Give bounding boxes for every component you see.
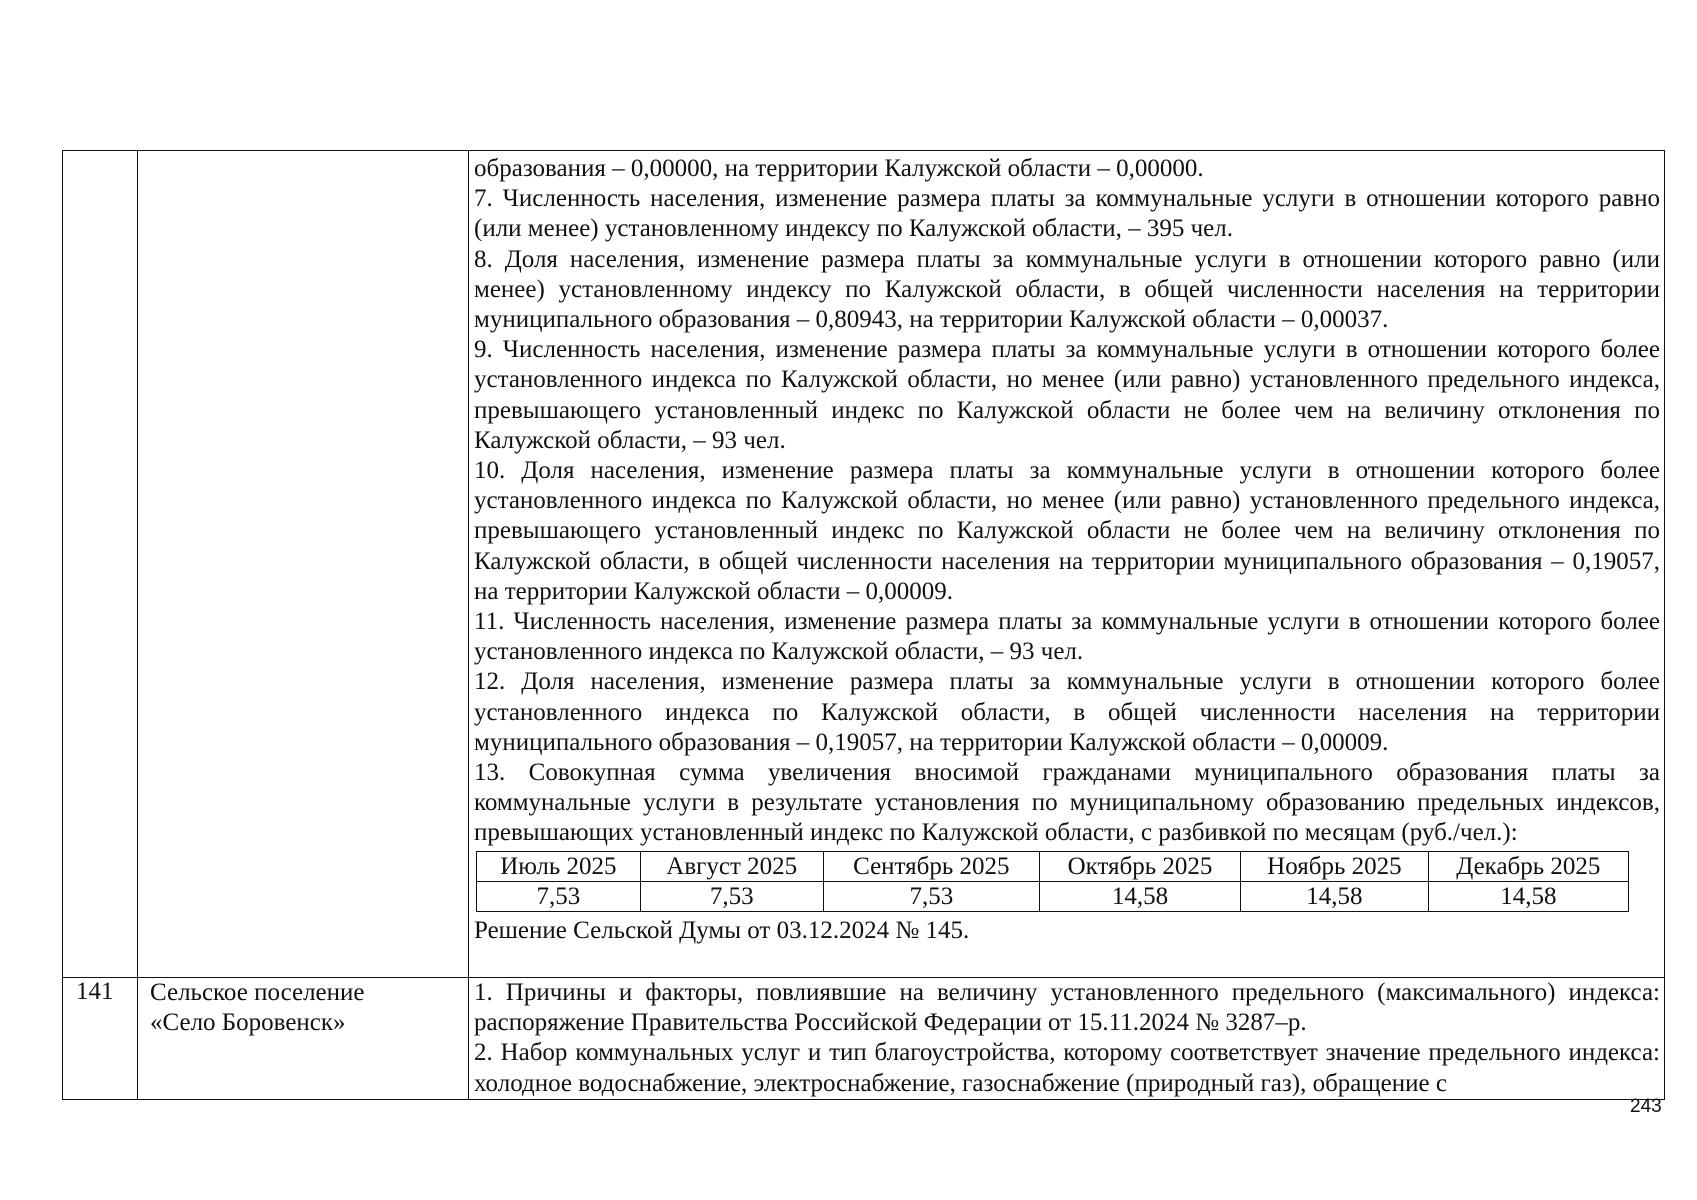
decision-line: Решение Сельской Думы от 03.12.2024 № 145. [474,916,970,944]
settlement-name [150,978,460,1038]
months-header-row [477,851,1629,881]
month-value: 14,58 [1428,881,1628,911]
month-value: 14,58 [1241,881,1429,911]
column-divider-1 [137,151,138,1099]
settlement-name-line-2: «Село Боровенск» [150,1009,346,1036]
month-header: Ноябрь 2025 [1241,851,1429,881]
month-header: Октябрь 2025 [1039,851,1240,881]
month-value: 7,53 [477,881,641,911]
month-header: Июль 2025 [477,851,641,881]
row-number: 141 [76,978,114,1005]
months-value-row [477,881,1629,911]
month-value: 7,53 [640,881,823,911]
row-141-text [474,978,1660,1099]
month-header: Август 2025 [640,851,823,881]
paragraph-continuation: образования – 0,00000, на территории Калужской области – 0,00000. [474,155,1204,182]
paragraph-11: 11. Численность населения, изменение размера платы за коммунальные услуги в отношении которого более установленного индекса по Калужской области, – 93 чел. [474,608,1660,666]
month-header: Сентябрь 2025 [823,851,1039,881]
paragraph-13: 13. Совокупная сумма увеличения вносимой гражданами муниципального образования платы за коммунальные услуги в результате установления по муниципальному образованию предельных индексов, превышающих установленный индекс по Калужской области, с разбивкой по месяцам (руб./чел.): [474,759,1660,847]
column-divider-2 [468,151,469,1099]
page-number: 243 [1630,1096,1662,1117]
month-value: 7,53 [823,881,1039,911]
monthly-increase-table [476,851,1629,912]
paragraph-2: 2. Набор коммунальных услуг и тип благоустройства, которому соответствует значение предельного индекса: холодное водоснабжение, электроснабжение, газоснабжение (природный газ), обращение с [474,1039,1660,1097]
previous-entry-text [474,154,1660,946]
month-header: Декабрь 2025 [1428,851,1628,881]
month-value: 14,58 [1039,881,1240,911]
paragraph-1: 1. Причины и факторы, повлиявшие на величину установленного предельного (максимального) индекса: распоряжение Правительства Российской Федерации от 15.11.2024 № 3287–р. [474,979,1660,1037]
paragraph-12: 12. Доля населения, изменение размера платы за коммунальные услуги в отношении которого более установленного индекса по Калужской области, в общей численности населения на территории муниципального образования – 0,19057, на территории Калужской области – 0,00009. [474,668,1660,756]
paragraph-10: 10. Доля населения, изменение размера платы за коммунальные услуги в отношении которого более установленного индекса по Калужской области, но менее (или равно) установленного предельного индекса, превышающего установленный индекс по Калужской области не более чем на величину отклонения по Калужской области, в общей численности населения на территории муниципального образования – 0,19057, на территории Калужской области – 0,00009. [474,457,1660,605]
paragraph-7: 7. Численность населения, изменение размера платы за коммунальные услуги в отношении которого равно (или менее) установленному индексу по Калужской области, – 395 чел. [474,185,1660,243]
settlement-name-line-1: Сельское поселение [150,979,365,1006]
paragraph-9: 9. Численность населения, изменение размера платы за коммунальные услуги в отношении которого более установленного индекса по Калужской области, но менее (или равно) установленного предельного индекса, превышающего установленный индекс по Калужской области не более чем на величину отклонения по Калужской области, – 93 чел. [474,336,1660,454]
paragraph-8: 8. Доля населения, изменение размера платы за коммунальные услуги в отношении которого равно (или менее) установленному индексу по Калужской области, в общей численности населения на территории муниципального образования – 0,80943, на территории Калужской области – 0,00037. [474,245,1660,334]
